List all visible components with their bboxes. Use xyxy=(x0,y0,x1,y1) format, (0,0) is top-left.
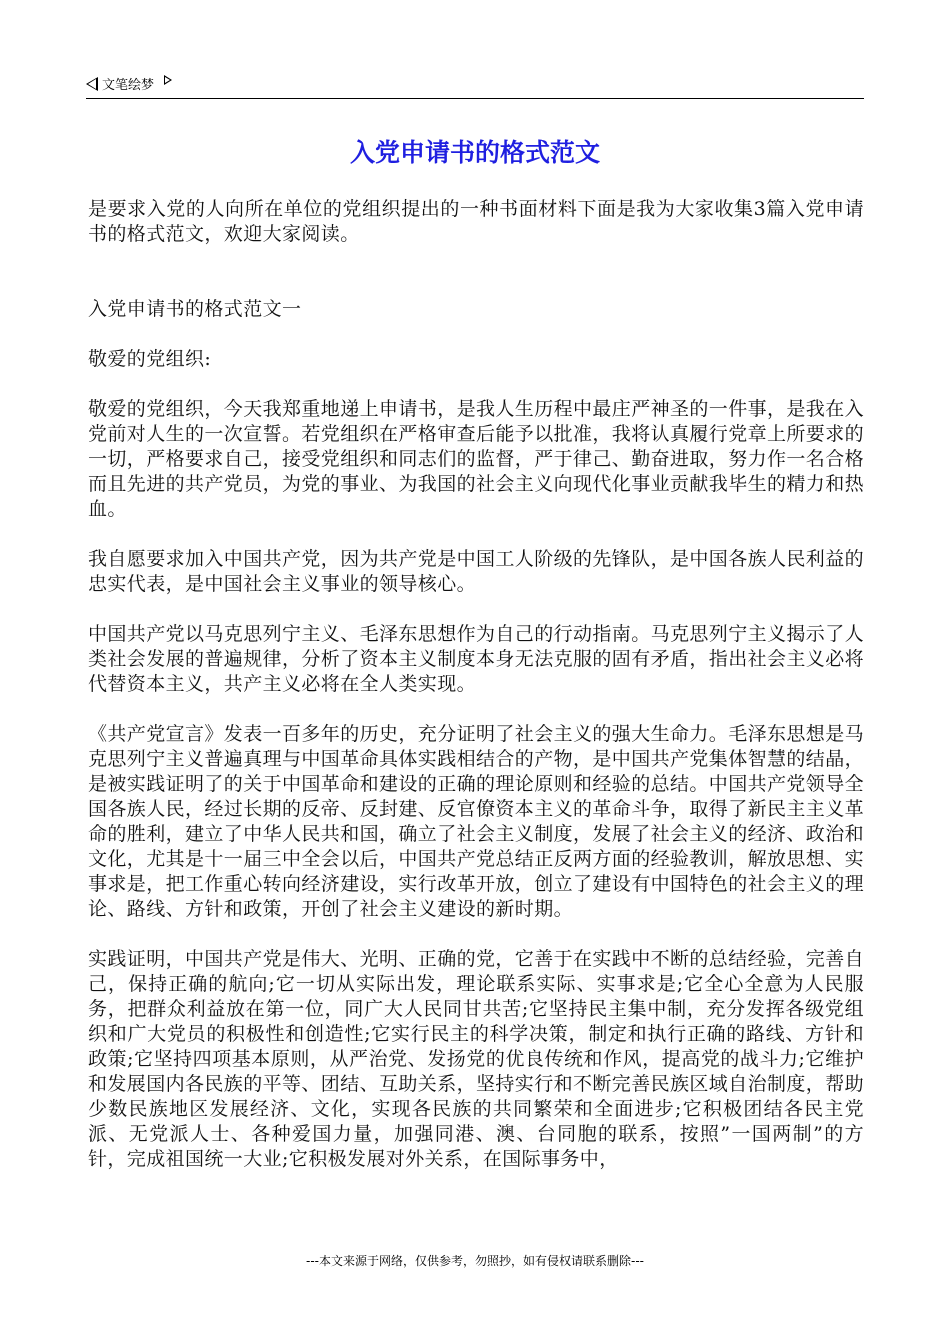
header-label: 文笔绘梦 xyxy=(102,78,155,93)
section-heading: 入党申请书的格式范文一 xyxy=(88,298,302,320)
document-title: 入党申请书的格式范文 xyxy=(349,138,600,167)
intro-paragraph: 是要求入党的人向所在单位的党组织提出的一种书面材料下面是我为大家收集3篇入党申请书的格式范文，欢迎大家阅读。 xyxy=(88,198,864,245)
header-brand xyxy=(86,74,172,93)
body-paragraph: 敬爱的党组织，今天我郑重地递上申请书，是我人生历程中最庄严神圣的一件事，是我在入党前对人生的一次宣誓。若党组织在严格审查后能予以批准，我将认真履行党章上所要求的一切，严格要求自己，接受党组织和同志们的监督，严于律己、勤奋进取，努力作一名合格而且先进的共产党员，为党的事业、为我国的社会主义向现代化事业贡献我毕生的精力和热血。 xyxy=(88,398,865,520)
body-paragraph: 实践证明，中国共产党是伟大、光明、正确的党，它善于在实践中不断的总结经验，完善自己，保持正确的航向;它一切从实际出发，理论联系实际、实事求是;它全心全意为人民服务，把群众利益放在第一位，同广大人民同甘共苦;它坚持民主集中制，充分发挥各级党组织和广大党员的积极性和创造性;它实行民主的科学决策，制定和执行正确的路线、方针和政策;它坚持四项基本原则，从严治党、发扬党的优良传统和作风，提高党的战斗力;它维护和发展国内各民族的平等、团结、互助关系，坚持实行和不断完善民族区域自治制度，帮助少数民族地区发展经济、文化，实现各民族的共同繁荣和全面进步;它积极团结各民主党派、无党派人士、各种爱国力量，加强同港、澳、台同胞的联系，按照”一国两制”的方针，完成祖国统一大业;它积极发展对外关系，在国际事务中， xyxy=(88,948,865,1170)
triangle-left-icon xyxy=(86,77,98,91)
body-paragraph: 我自愿要求加入中国共产党，因为共产党是中国工人阶级的先锋队，是中国各族人民利益的忠实代表，是中国社会主义事业的领导核心。 xyxy=(88,548,865,595)
salutation: 敬爱的党组织: xyxy=(88,348,212,370)
body-paragraph: 中国共产党以马克思列宁主义、毛泽东思想作为自己的行动指南。马克思列宁主义揭示了人类社会发展的普遍规律，分析了资本主义制度本身无法克服的固有矛盾，指出社会主义必将代替资本主义，共产主义必将在全人类实现。 xyxy=(88,623,865,695)
page-footer: ---本文来源于网络，仅供参考，勿照抄，如有侵权请联系删除--- xyxy=(306,1254,644,1268)
triangle-right-icon xyxy=(164,75,172,85)
page-header xyxy=(86,70,864,99)
document-body xyxy=(88,197,864,1197)
body-paragraph: 《共产党宣言》发表一百多年的历史，充分证明了社会主义的强大生命力。毛泽东思想是马克思列宁主义普遍真理与中国革命具体实践相结合的产物，是中国共产党集体智慧的结晶，是被实践证明了的关于中国革命和建设的正确的理论原则和经验的总结。中国共产党领导全国各族人民，经过长期的反帝、反封建、反官僚资本主义的革命斗争，取得了新民主主义革命的胜利，建立了中华人民共和国，确立了社会主义制度，发展了社会主义的经济、政治和文化，尤其是十一届三中全会以后，中国共产党总结正反两方面的经验教训，解放思想、实事求是，把工作重心转向经济建设，实行改革开放，创立了建设有中国特色的社会主义的理论、路线、方针和政策，开创了社会主义建设的新时期。 xyxy=(88,723,865,920)
